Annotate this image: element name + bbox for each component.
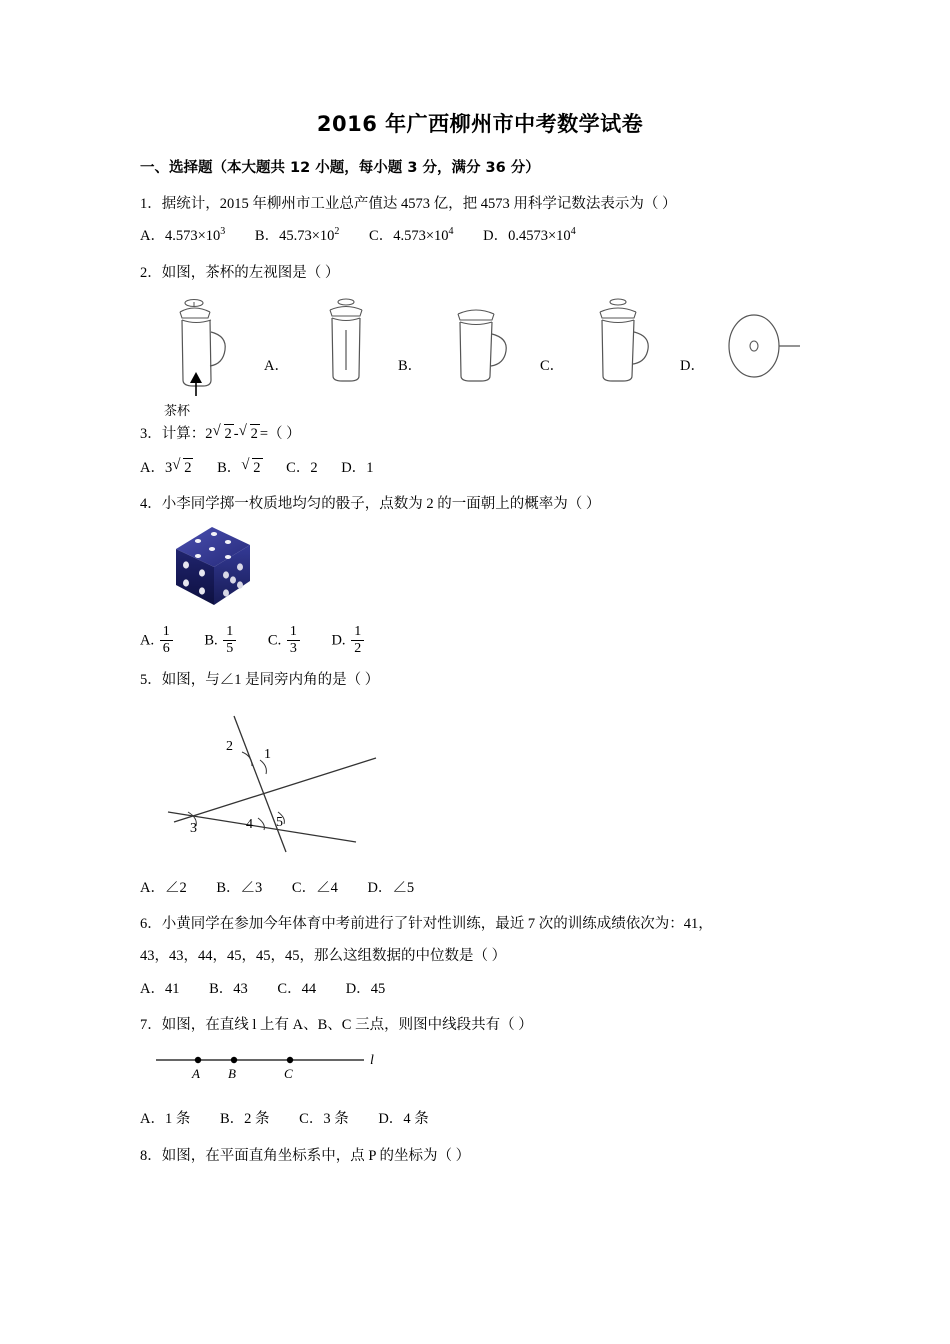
q4-option-d-label: D. [331, 632, 346, 649]
q7-option-b-text: 2 条 [244, 1111, 270, 1128]
question-4-text: 小李同学掷一枚质地均匀的骰子，点数为 2 的一面朝上的概率为（ ） [161, 495, 601, 512]
question-8-stem [140, 1145, 820, 1167]
q7-option-d [378, 1106, 428, 1132]
q6-option-b-label: B． [209, 980, 234, 997]
question-7-options [140, 1106, 820, 1132]
angle-label-1: 1 [264, 746, 271, 762]
q4-option-a [140, 625, 175, 657]
fraction-d: $\frac{1}{2}$ [351, 624, 364, 656]
option-a [140, 223, 225, 249]
option-b-text: 45.73×10 [279, 228, 335, 245]
line-label-l: l [370, 1053, 374, 1069]
q5-option-a-label: A． [140, 879, 165, 896]
q3-option-a-coef: 3 [164, 459, 173, 476]
q6-option-c-text: 44 [301, 980, 317, 997]
q6-option-a-text: 41 [164, 980, 180, 997]
q5-option-b-text: ∠3 [240, 879, 263, 896]
q5-option-d [367, 875, 414, 901]
question-8-text: 如图，在平面直角坐标系中，点 P 的坐标为（ ） [161, 1147, 471, 1164]
question-6-line1: 小黄同学在参加今年体育中考前进行了针对性训练，最近 7 次的训练成绩依次为：41， [161, 915, 713, 932]
q7-option-a-text: 1 条 [164, 1111, 191, 1128]
question-6-options [140, 976, 820, 1002]
q5-option-c-label: C． [291, 879, 317, 896]
radical-b: √ 2 [241, 454, 262, 481]
q7-option-d-text: 4 条 [403, 1111, 429, 1128]
question-2-text: 如图，茶杯的左视图是（ ） [161, 264, 340, 281]
question-4-number: 4． [140, 495, 162, 512]
question-3-mid: - [233, 426, 239, 443]
question-6-stem-cont [140, 945, 820, 967]
fraction-a: $\frac{1}{6}$ [160, 624, 173, 656]
question-4-options [140, 625, 820, 657]
points-on-line-diagram [150, 1044, 390, 1092]
angle-label-4: 4 [246, 816, 253, 832]
q7-option-c [299, 1106, 349, 1132]
option-d-exp: 4 [570, 226, 576, 238]
q7-option-b-label: B． [219, 1111, 245, 1128]
radical-a: √ 2 [172, 454, 193, 481]
question-2-option-a-label: A． [264, 358, 289, 375]
q6-option-b-text: 43 [233, 980, 248, 997]
page-content [140, 108, 820, 1175]
point-label-C: C [284, 1066, 293, 1082]
q7-option-d-label: D． [378, 1111, 404, 1128]
q7-option-a-label: A． [140, 1111, 165, 1128]
question-1-number: 1． [140, 196, 162, 212]
q3-option-a [140, 454, 193, 481]
q7-option-b [220, 1106, 270, 1132]
q7-option-a [140, 1106, 190, 1132]
q6-option-a-label: A． [140, 980, 165, 997]
option-d-text: 0.4573×10 [508, 228, 571, 245]
option-d [483, 223, 576, 249]
question-1-stem [140, 193, 820, 215]
q7-option-c-text: 3 条 [323, 1111, 349, 1128]
question-6-number: 6． [140, 915, 162, 932]
q5-option-a-text: ∠2 [164, 879, 187, 896]
question-4-figure [140, 523, 820, 615]
question-5-number: 5． [140, 672, 162, 689]
q5-option-b [216, 875, 262, 901]
angle-label-3: 3 [190, 820, 197, 836]
q4-option-c-label: C. [267, 632, 282, 649]
question-3-stem [140, 422, 820, 445]
q7-option-c-label: C． [299, 1111, 324, 1128]
question-2-option-c-label: C． [540, 358, 565, 375]
point-label-B: B [228, 1066, 236, 1082]
question-3-number: 3． [140, 426, 162, 443]
question-1-options [140, 223, 820, 249]
question-2-option-d-label: D． [680, 358, 705, 375]
dice-icon [168, 523, 260, 613]
q4-option-c [268, 625, 302, 657]
option-b-exp: 2 [334, 226, 340, 238]
question-1-text: 据统计，2015 年柳州市工业总产值达 4573 亿，把 4573 用科学记数法表示为（ ） [161, 196, 677, 212]
q3-option-c [286, 455, 317, 481]
question-5-options [140, 875, 820, 901]
question-2-option-b-label: B． [398, 358, 423, 375]
cup-view-d-icon [724, 292, 814, 392]
q6-option-a [140, 976, 179, 1002]
question-6-stem [140, 913, 820, 935]
question-4-stem [140, 493, 820, 515]
cup-view-a-icon [308, 292, 384, 392]
point-label-A: A [192, 1066, 200, 1082]
option-c-exp: 4 [448, 226, 454, 238]
option-a-label: A． [140, 228, 165, 245]
q6-option-c-label: C． [277, 980, 302, 997]
q5-option-a [140, 875, 187, 901]
pointer-arrow-icon [172, 370, 224, 404]
fraction-b: $\frac{1}{5}$ [223, 624, 236, 656]
question-6-line2: 43，43，44，45，45，45，那么这组数据的中位数是（ ） [140, 948, 507, 965]
question-7-figure [140, 1044, 820, 1096]
q6-option-c [277, 976, 316, 1002]
q4-option-d [331, 625, 366, 657]
q3-option-a-label: A． [140, 459, 165, 476]
q6-option-b [209, 976, 248, 1002]
angle-label-5: 5 [276, 814, 283, 830]
section-heading: 一、选择题（本大题共 12 小题，每小题 3 分，满分 36 分） [140, 160, 540, 176]
question-7-stem [140, 1014, 820, 1036]
question-5-figure [140, 700, 820, 865]
option-a-text: 4.573×10 [164, 228, 221, 245]
option-a-exp: 3 [220, 226, 226, 238]
question-5-stem [140, 669, 820, 691]
option-b [255, 223, 339, 249]
q3-option-b-label: B． [217, 459, 242, 476]
teacup-caption: 茶杯 [164, 404, 191, 420]
q4-option-a-label: A. [140, 632, 155, 649]
q5-option-b-label: B． [216, 879, 241, 896]
question-8-number: 8． [140, 1147, 162, 1164]
page-title: 2016 年广西柳州市中考数学试卷 [316, 112, 644, 136]
intersecting-lines-diagram [150, 700, 450, 860]
radical-2: √ 2 [239, 422, 260, 445]
q6-option-d [346, 976, 385, 1002]
q6-option-d-label: D． [345, 980, 371, 997]
option-b-label: B． [254, 228, 280, 245]
q3-option-b [217, 454, 262, 481]
q6-option-d-text: 45 [370, 980, 386, 997]
question-7-number: 7． [140, 1017, 162, 1033]
q4-option-b-label: B. [204, 632, 218, 649]
q3-option-d-text: 1 [366, 459, 374, 476]
q5-option-c-text: ∠4 [316, 879, 338, 896]
cup-view-b-icon [442, 292, 530, 392]
q4-option-b [204, 625, 238, 657]
q5-option-d-text: ∠5 [392, 879, 415, 896]
q5-option-c [292, 875, 338, 901]
question-3-suffix: =（ ） [259, 426, 301, 443]
q3-option-c-text: 2 [310, 459, 318, 476]
option-d-label: D． [483, 228, 509, 245]
angle-label-2: 2 [226, 738, 233, 754]
question-3-options [140, 454, 820, 481]
q3-option-d [341, 455, 373, 481]
q3-option-d-label: D． [341, 459, 367, 476]
question-3-prefix: 计算：2 [161, 426, 213, 443]
q3-option-c-label: C． [286, 459, 311, 476]
option-c-text: 4.573×10 [393, 228, 449, 245]
question-2-number: 2． [140, 264, 162, 281]
question-2-figure [140, 292, 820, 420]
radical-1: √ 2 [213, 422, 234, 445]
cup-view-c-icon [584, 292, 672, 392]
option-c [369, 223, 453, 249]
question-5-text: 如图，与∠1 是同旁内角的是（ ） [161, 672, 380, 689]
fraction-c: $\frac{1}{3}$ [287, 624, 300, 656]
option-c-label: C． [369, 228, 394, 245]
question-7-text: 如图，在直线 l 上有 A、B、C 三点，则图中线段共有（ ） [161, 1017, 533, 1033]
question-2-stem [140, 262, 820, 284]
q5-option-d-label: D． [367, 879, 393, 896]
